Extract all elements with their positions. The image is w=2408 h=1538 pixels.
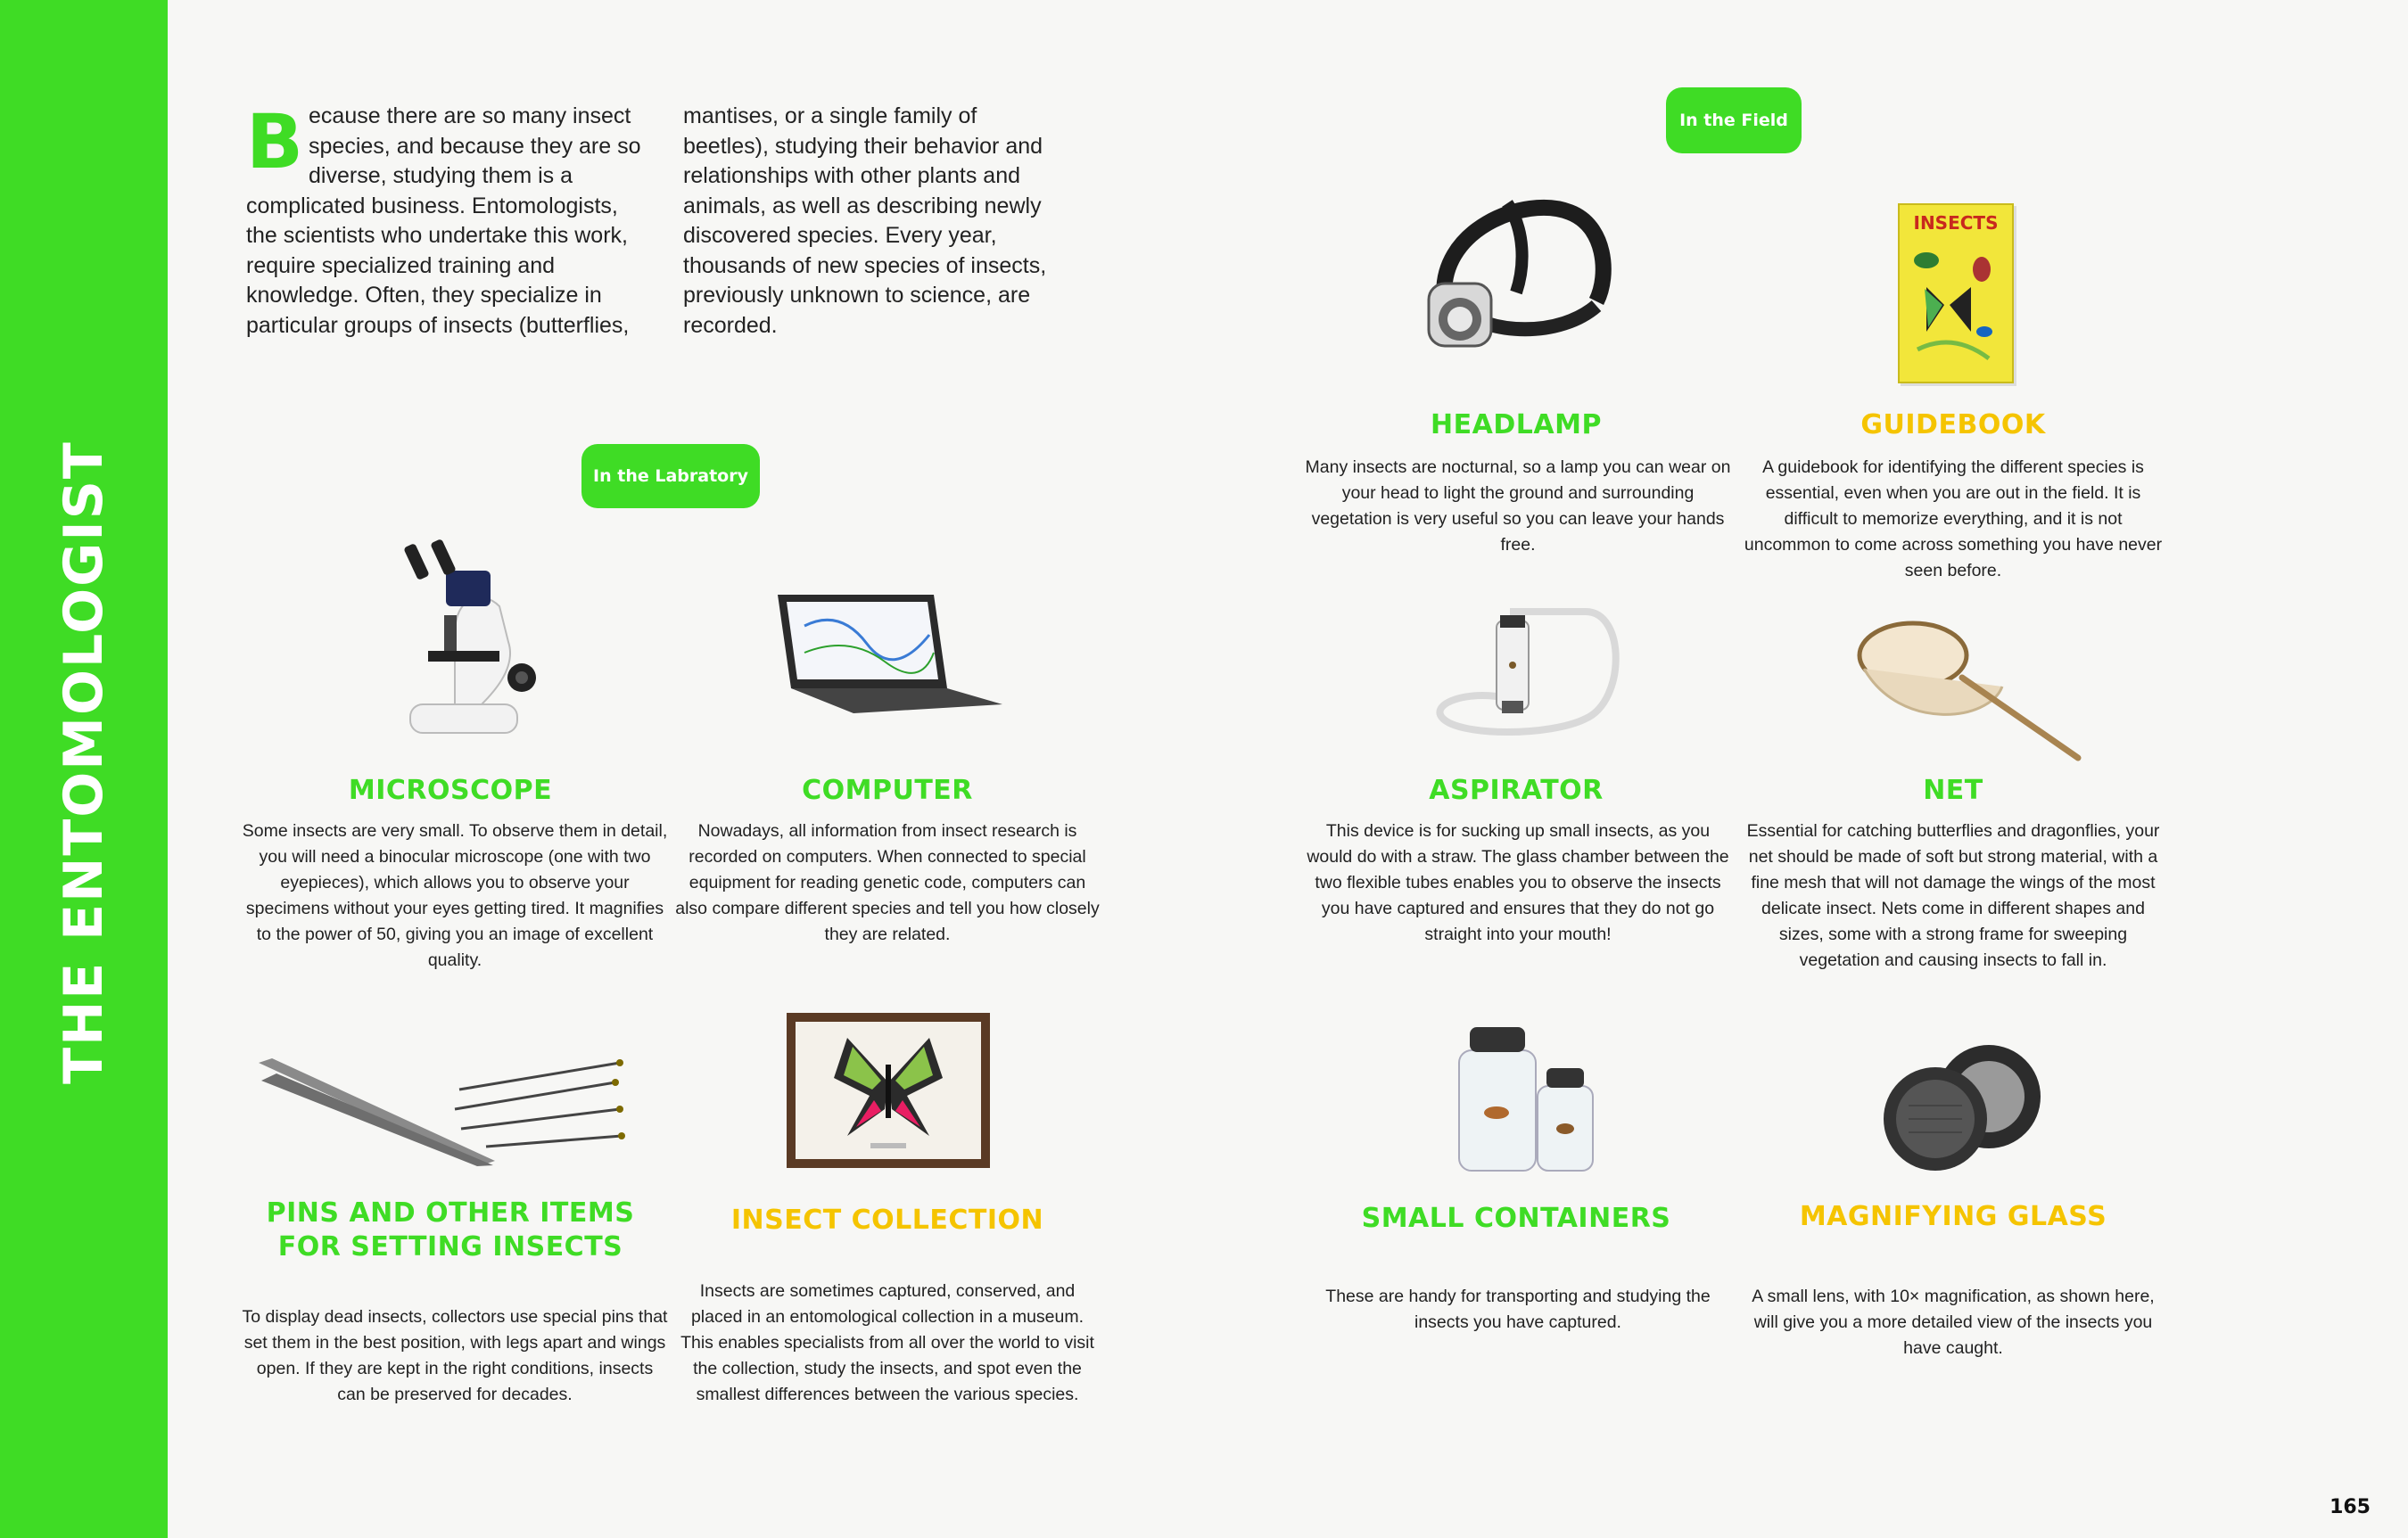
headlamp-title: HEADLAMP (1431, 409, 1602, 440)
glass-jars-icon (1452, 1024, 1604, 1175)
butterfly-net-icon (1846, 615, 2087, 767)
section-label-lab: In the Labratory (581, 444, 760, 508)
magnifier-description: A small lens, with 10× magnification, as shown here, will give you a more detailed view of the insects you have caught. (1752, 1287, 2155, 1358)
magnifying-glass-icon (1873, 1034, 2051, 1177)
insects-drawing-icon (1900, 234, 2012, 367)
aspirator-description: This device is for sucking up small insects, as you would do with a straw. The glass chamber between the two flexible tubes enables you to observe the insects you have captured and ensures that they do not go straight into your mouth! (1307, 821, 1729, 944)
containers-description: These are handy for transporting and studying the insects you have captured. (1325, 1287, 1711, 1332)
net-title: NET (1923, 775, 1983, 806)
drop-cap: B (246, 98, 304, 185)
intro-column-2 (683, 102, 1067, 341)
computer-description: Nowadays, all information from insect research is recorded on computers. When connected to special equipment for reading genetic code, computers can also compare different species and tell you how closely they are related. (675, 821, 1100, 944)
aspirator-title: ASPIRATOR (1429, 775, 1604, 806)
insect-collection-box-icon (785, 1011, 992, 1170)
guidebook-description: A guidebook for identifying the different species is essential, even when you are out in the field. It is difficult to memorize everything, and it is not uncommon to come across something you have never seen before. (1744, 457, 2163, 580)
headlamp-icon (1418, 194, 1623, 364)
net-description: Essential for catching butterflies and dragonflies, your net should be made of soft but strong material, with a fine mesh that will not damage the wings of the most delicate insect. Nets come in different shapes and sizes, some with a strong frame for sweeping vegetation and causing insects to fall in. (1746, 821, 2160, 970)
collection-title: INSECT COLLECTION (730, 1205, 1044, 1236)
sidebar (0, 0, 168, 1538)
intro-text-1: ecause there are so many insect species, and because they are so diverse, studying them is a complicated business. Entomologists, the scientists who undertake this work, require specialized training and knowledge. Often, they specialize in particular groups of insects (butterflies, (246, 103, 641, 338)
collection-description: Insects are sometimes captured, conserved, and placed in an entomological collection in a museum. This enables specialists from all over the world to visit the collection, study the insects, and spot even the smallest differences between the various species. (680, 1281, 1094, 1404)
headlamp-description: Many insects are nocturnal, so a lamp you can wear on your head to light the ground and surrounding vegetation is very useful so you can leave your hands free. (1305, 457, 1731, 555)
computer-title: COMPUTER (802, 775, 973, 806)
intro-text-2: mantises, or a single family of beetles), studying their behavior and relationships with other plants and animals, as well as describing newly discovered species. Every year, thousands of new species of insects, previously unknown to science, are recorded. (683, 103, 1047, 338)
guidebook-title: GUIDEBOOK (1860, 409, 2046, 440)
laptop-icon (769, 590, 1010, 715)
microscope-title: MICROSCOPE (348, 775, 553, 806)
chapter-title: THE ENTOMOLOGIST (53, 440, 115, 1084)
magnifier-title: MAGNIFYING GLASS (1799, 1201, 2107, 1232)
tweezers-pins-icon (254, 1054, 629, 1170)
page-number: 165 (2330, 1496, 2371, 1518)
guidebook-cover-title: INSECTS (1913, 212, 1999, 234)
microscope-icon (392, 535, 553, 740)
aspirator-icon (1425, 603, 1630, 754)
intro-column-1 (246, 98, 652, 341)
pins-description: To display dead insects, collectors use special pins that set them in the best position, with legs apart and wings open. If they are kept in the right conditions, insects can be preserved for decades. (242, 1307, 668, 1404)
containers-title: SMALL CONTAINERS (1361, 1203, 1671, 1234)
section-label-field: In the Field (1666, 87, 1802, 153)
microscope-description: Some insects are very small. To observe them in detail, you will need a binocular microscope (one with two eyepieces), which allows you to observe your specimens without your eyes getting tired. It magnifies to the power of 50, giving you an image of excellent quality. (242, 821, 668, 970)
guidebook-icon (1898, 203, 2014, 383)
pins-title: PINS AND OTHER ITEMS FOR SETTING INSECTS (266, 1197, 635, 1262)
